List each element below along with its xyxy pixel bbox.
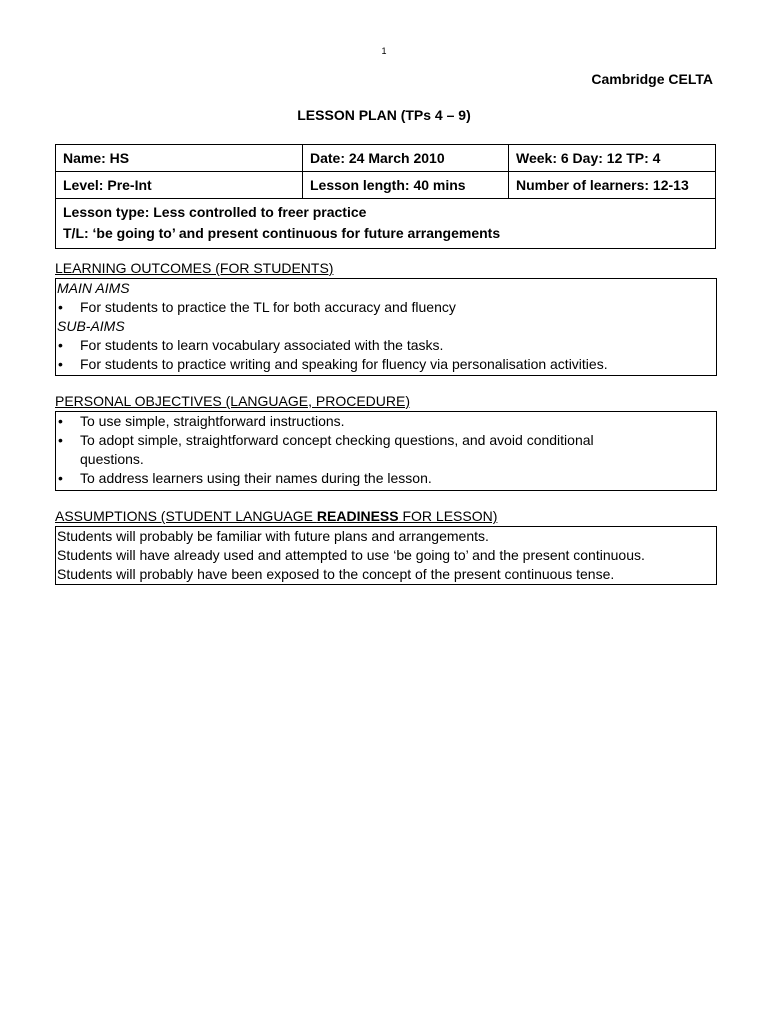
learning-outcomes-box: [55, 278, 717, 376]
objective-text: To address learners using their names during the lesson.: [80, 470, 432, 486]
main-aims-label: MAIN AIMS: [57, 280, 130, 296]
bullet-icon: •: [58, 356, 63, 372]
assumption-line: Students will probably be familiar with future plans and arrangements.: [57, 528, 489, 544]
sub-aim-text: For students to learn vocabulary associated with the tasks.: [80, 337, 444, 353]
bullet-icon: •: [58, 413, 63, 429]
assumptions-heading: [55, 508, 497, 524]
lesson-length-cell: Lesson length: 40 mins: [303, 172, 509, 199]
lesson-info-table: [55, 144, 716, 249]
objective-text: To use simple, straightforward instructions.: [80, 413, 345, 429]
assumptions-heading-pre: ASSUMPTIONS (STUDENT LANGUAGE: [55, 508, 317, 524]
list-item: [57, 412, 716, 431]
list-item: [57, 336, 716, 355]
personal-objectives-heading: PERSONAL OBJECTIVES (LANGUAGE, PROCEDURE): [55, 393, 410, 409]
table-row: [56, 172, 716, 199]
level-cell: Level: Pre-Int: [56, 172, 303, 199]
sub-aims-label: SUB-AIMS: [57, 318, 125, 334]
lesson-type: Lesson type: Less controlled to freer practice: [63, 204, 367, 220]
list-item: [57, 355, 716, 374]
assumption-line: Students will probably have been exposed to the concept of the present continuous tense.: [57, 566, 615, 582]
assumptions-heading-post: FOR LESSON): [398, 508, 498, 524]
date-cell: Date: 24 March 2010: [303, 145, 509, 172]
objective-text: To adopt simple, straightforward concept checking questions, and avoid conditional questions.: [80, 432, 594, 467]
table-row: [56, 199, 716, 249]
list-item: [57, 298, 716, 317]
assumption-line: Students will have already used and attempted to use ‘be going to’ and the present continuous.: [57, 547, 645, 563]
main-aim-text: For students to practice the TL for both accuracy and fluency: [80, 299, 456, 315]
bullet-icon: •: [58, 432, 63, 448]
assumptions-box: [55, 526, 717, 585]
learning-outcomes-heading: LEARNING OUTCOMES (FOR STUDENTS): [55, 260, 334, 276]
name-cell: Name: HS: [56, 145, 303, 172]
bullet-icon: •: [58, 337, 63, 353]
lesson-type-cell: [56, 199, 716, 249]
target-language: T/L: ‘be going to’ and present continuous for future arrangements: [63, 225, 501, 241]
sub-aim-text: For students to practice writing and speaking for fluency via personalisation activities.: [80, 356, 608, 372]
page-number: 1: [381, 46, 387, 56]
document-title: LESSON PLAN (TPs 4 – 9): [297, 107, 471, 123]
assumptions-heading-bold: READINESS: [316, 508, 399, 524]
table-row: [56, 145, 716, 172]
organization-label: Cambridge CELTA: [591, 71, 713, 87]
list-item: [57, 431, 716, 469]
learners-cell: Number of learners: 12-13: [509, 172, 716, 199]
list-item: [57, 469, 716, 488]
bullet-icon: •: [58, 470, 63, 486]
bullet-icon: •: [58, 299, 63, 315]
personal-objectives-box: [55, 411, 717, 491]
week-cell: Week: 6 Day: 12 TP: 4: [509, 145, 716, 172]
